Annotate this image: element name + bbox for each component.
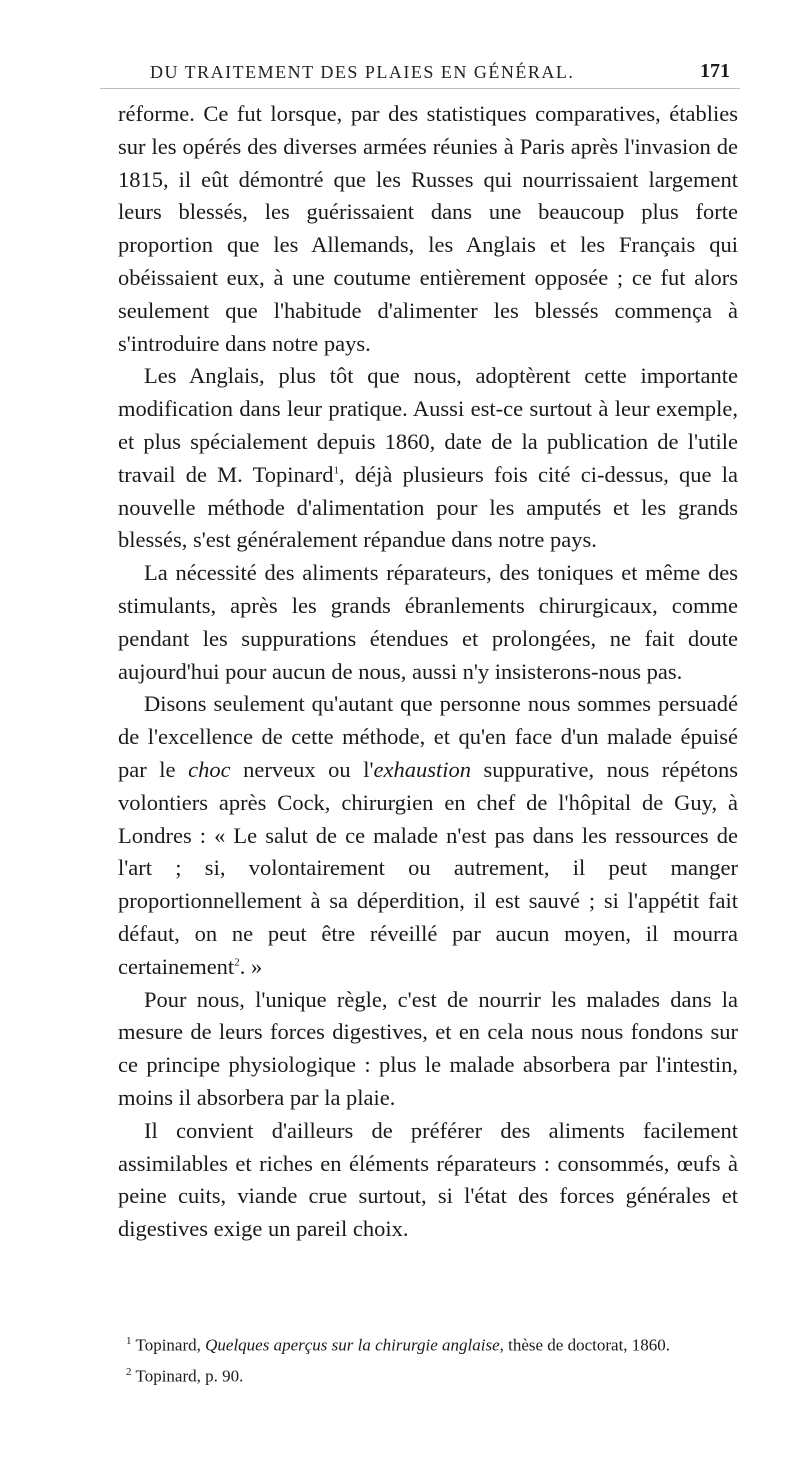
footnote-title: Quelques aperçus sur la chirurgie anglaise [205,1335,500,1355]
paragraph-4 [118,688,738,983]
page-header [100,58,740,89]
page-number: 171 [700,60,730,82]
paragraph-1 [118,98,738,360]
body-text [118,98,738,1246]
paragraph-text: Pour nous, l'unique règle, c'est de nourrir les malades dans la mesure de leurs forces digestives, et en cela nous nous fondons sur ce principe physiologique : plus le malade absorbera par l'intestin, moins il absorbera par la plaie. [118,986,738,1110]
footnote-rest: , thèse de doctorat, 1860. [499,1335,671,1355]
italic-term: choc [188,756,231,782]
paragraph-text: Il convient d'ailleurs de préférer des aliments facilement assimilables et riches en éléments réparateurs : consommés, œufs à peine cuits, viande crue surtout, si l'état des forces générales et digestives exige un pareil choix. [118,1117,738,1242]
footnote-ref-1[interactable]: 1 [333,464,340,477]
footnote-1 [118,1328,738,1359]
paragraph-5 [118,984,738,1115]
footnote-ref-2[interactable]: 2 [234,956,240,969]
footnote-author: Topinard, p. 90. [135,1366,244,1386]
footnote-2 [118,1359,738,1390]
paragraph-text: . » [239,953,263,979]
running-title: DU TRAITEMENT DES PLAIES EN GÉNÉRAL. [150,62,575,82]
footnote-mark: 1 [126,1335,132,1347]
paragraph-text: Les Anglais, plus tôt que nous, adoptèrent cette importante modification dans leur pratique. Aussi est-ce surtout à leur exemple, et plus spécialement depuis 1860, date de la publication de l'utile travail de M. Topinard [118,363,738,487]
italic-term: exhaustion [373,756,471,782]
paragraph-text: suppurative, nous répétons volontiers après Cock, chirurgien en chef de l'hôpital de Guy, à Londres : « Le salut de ce malade n'est pas dans les ressources de l'art ; si, volontairement ou autrement, il peut manger proportionnellement à sa déperdition, il est sauvé ; si l'appétit fait défaut, on ne peut être réveillé par aucun moyen, il mourra certainement [118,756,738,979]
paragraph-text: nerveux ou l' [230,756,374,782]
paragraph-text: réforme. Ce fut lorsque, par des statistiques comparatives, établies sur les opérés des diverses armées réunies à Paris après l'invasion de 1815, il eût démontré que les Russes qui nourrissaient largement leurs blessés, les guérissaient dans une beaucoup plus forte proportion que les Allemands, les Anglais et les Français qui obéissaient eux, à une coutume entièrement opposée ; ce fut alors seulement que l'habitude d'alimenter les blessés commença à s'introduire dans notre pays. [118,101,738,356]
paragraph-text: , déjà plusieurs fois cité ci-dessus, que la nouvelle méthode d'alimentation pour les amputés et les grands blessés, s'est généralement répandue dans notre pays. [118,461,738,553]
paragraph-2 [118,360,738,557]
footnote-author: Topinard, [135,1335,206,1355]
paragraph-6 [118,1115,738,1246]
paragraph-3 [118,557,738,688]
footnotes [118,1328,738,1389]
paragraph-text: La nécessité des aliments réparateurs, des toniques et même des stimulants, après les grands ébranlements chirurgicaux, comme pendant les suppurations étendues et prolongées, ne fait doute aujourd'hui pour aucun de nous, aussi n'y insisterons-nous pas. [118,560,738,684]
footnote-mark: 2 [126,1365,132,1378]
paragraph-text: Disons seulement qu'autant que personne nous sommes persuadé de l'excellence de cette méthode, et qu'en face d'un malade épuisé par le [118,691,738,782]
